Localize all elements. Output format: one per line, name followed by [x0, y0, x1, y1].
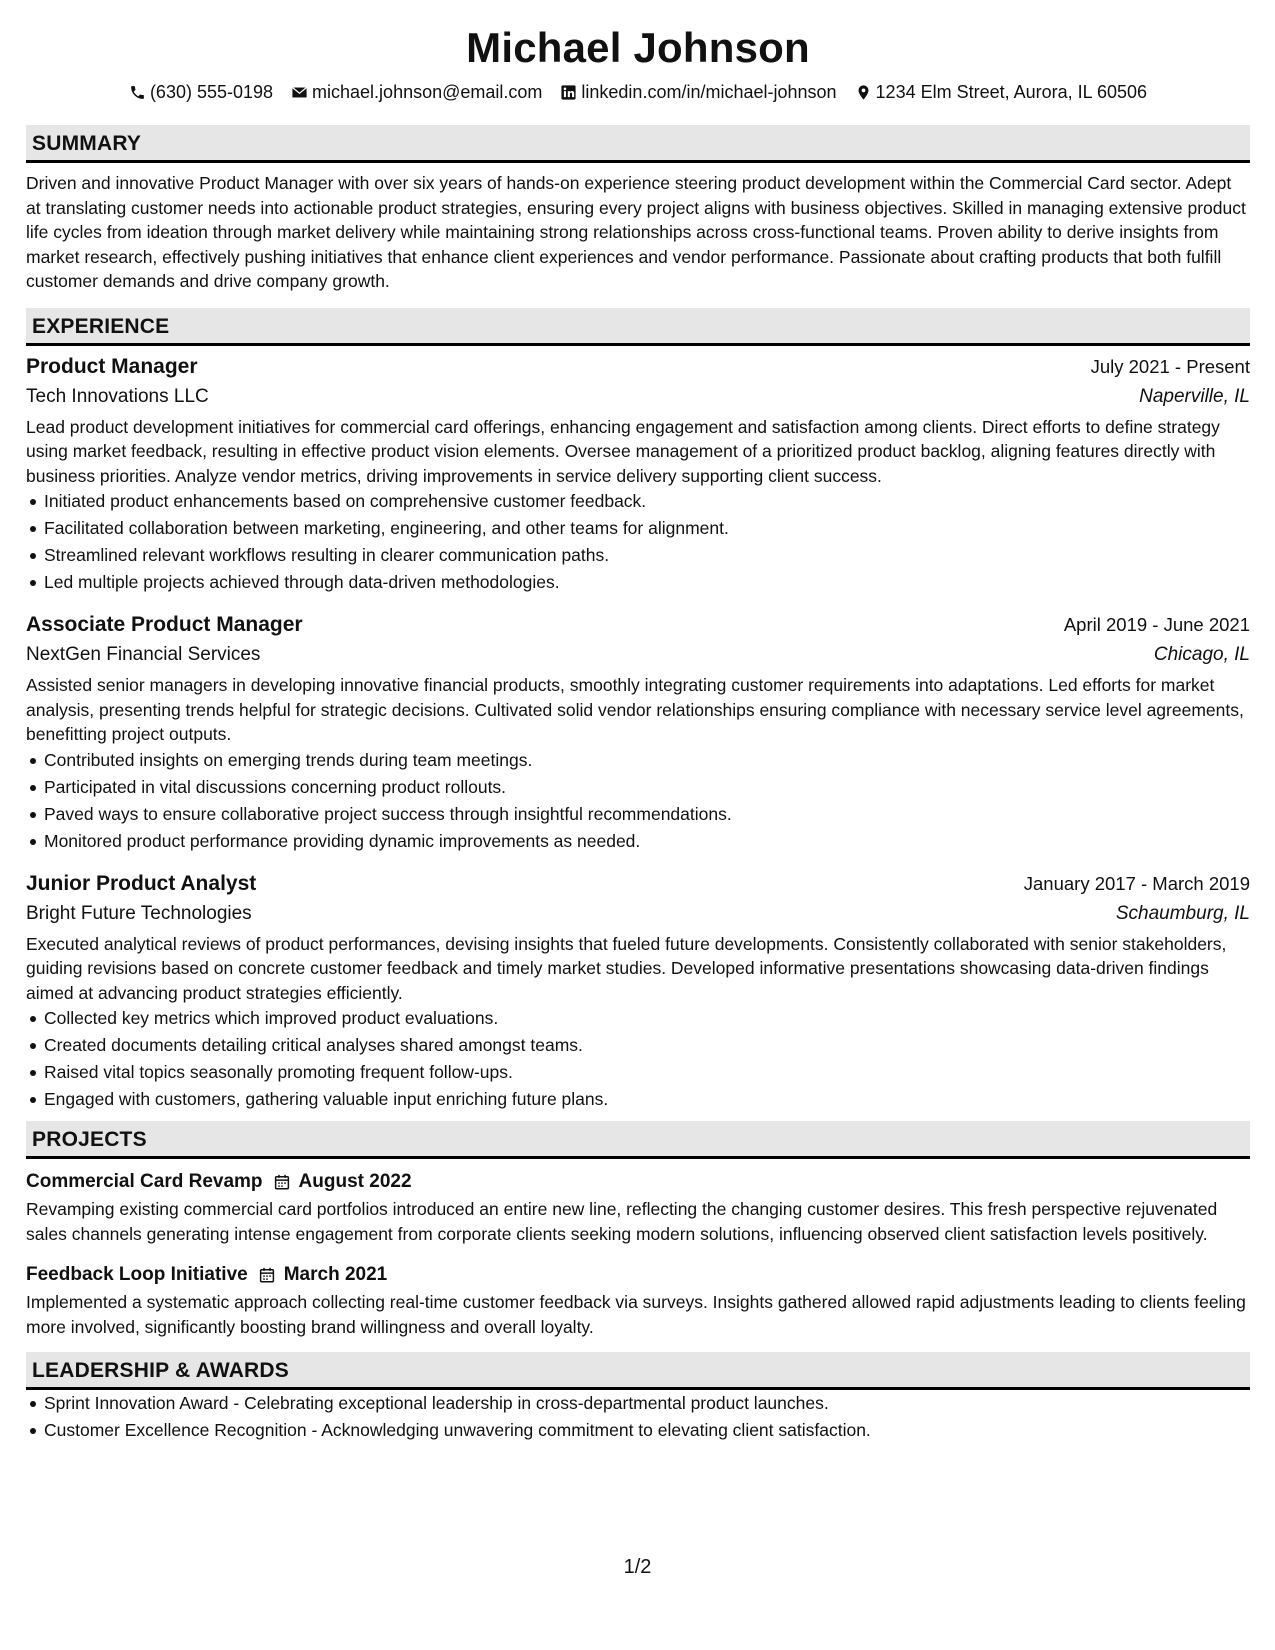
- job-description: Executed analytical reviews of product performances, devising insights that fueled future developments. Consistently collaborated with senior stakeholders, guiding revisions based on concrete customer feedback and timely market studies. Developed informative presentations showcasing data-driven findings aimed at advancing product strategies efficiently.: [26, 933, 1227, 1003]
- award-item: Sprint Innovation Award - Celebrating exceptional leadership in cross-departmental product launches.: [26, 1390, 1250, 1417]
- job-title: Associate Product Manager: [26, 613, 303, 636]
- job-bullet: Initiated product enhancements based on comprehensive customer feedback.: [26, 488, 1250, 515]
- contact-bar: [26, 80, 1250, 104]
- job-entry: [26, 610, 1250, 855]
- job-bullet: Created documents detailing critical analyses shared amongst teams.: [26, 1032, 1250, 1059]
- job-title-row: [26, 869, 1250, 899]
- project-description: Implemented a systematic approach collecting real-time customer feedback via surveys. Insights gathered allowed rapid adjustments leading to clients feeling more involved, significantly boosting brand willingness and overall loyalty.: [26, 1292, 1246, 1337]
- project-name: Feedback Loop Initiative: [26, 1264, 248, 1285]
- resume-page: [26, 20, 1250, 1444]
- page-number: 1/2: [623, 1556, 652, 1578]
- job-dates: July 2021 - Present: [1090, 355, 1250, 377]
- linkedin-link[interactable]: linkedin.com/in/michael-johnson: [581, 81, 837, 102]
- envelope-icon: [291, 84, 308, 101]
- summary-text: Driven and innovative Product Manager with over six years of hands-on experience steering product development within the Commercial Card sector. Adept at translating customer needs into actionable product strategies, ensuring every project aligns with business objectives. Skilled in managing extensive product life cycles from ideation through market delivery while maintaining strong relationships across cross-functional teams. Proven ability to derive insights from market research, effectively pushing initiatives that enhance client experiences and vendor performance. Passionate about crafting products that both fulfill customer demands and drive company growth.: [26, 173, 1246, 291]
- project-description: Revamping existing commercial card portfolios introduced an entire new line, reflecting the changing customer desires. This fresh perspective rejuvenated sales channels generating intense engagement from corporate clients seeking modern solutions, influencing observed client satisfaction levels positively.: [26, 1199, 1218, 1244]
- job-bullet-list: [26, 747, 1250, 855]
- contact-address: [855, 82, 1148, 103]
- project-entry: [26, 1167, 1250, 1246]
- contact-phone: [129, 82, 273, 103]
- section-header-summary: SUMMARY: [26, 125, 1250, 163]
- project-name: Commercial Card Revamp: [26, 1171, 263, 1192]
- awards-list: [26, 1390, 1250, 1444]
- calendar-icon: [273, 1173, 291, 1191]
- job-title: Product Manager: [26, 354, 198, 378]
- job-company: Bright Future Technologies: [26, 902, 252, 924]
- job-bullet: Led multiple projects achieved through data-driven methodologies.: [26, 569, 1250, 596]
- job-bullet: Contributed insights on emerging trends during team meetings.: [26, 747, 1250, 774]
- project-header: [26, 1167, 1250, 1197]
- job-location: Chicago, IL: [1153, 644, 1250, 665]
- job-location: Schaumburg, IL: [1115, 902, 1250, 924]
- job-title-row: [26, 610, 1250, 640]
- linkedin-icon: [560, 84, 577, 101]
- address-text: 1234 Elm Street, Aurora, IL 60506: [875, 81, 1148, 102]
- job-bullet: Facilitated collaboration between marketing, engineering, and other teams for alignment.: [26, 515, 1250, 542]
- contact-email[interactable]: [291, 82, 542, 103]
- project-date-text: March 2021: [283, 1264, 388, 1285]
- contact-linkedin[interactable]: [560, 82, 836, 103]
- job-bullet-list: [26, 1005, 1250, 1113]
- project-date-text: August 2022: [298, 1171, 412, 1192]
- job-bullet: Participated in vital discussions concerning product rollouts.: [26, 774, 1250, 801]
- job-company: Tech Innovations LLC: [26, 385, 209, 407]
- section-header-projects: PROJECTS: [26, 1121, 1250, 1159]
- job-description: Assisted senior managers in developing innovative financial products, smoothly integrating customer requirements into adaptations. Led efforts for market analysis, presenting trends helpful for strategic decisions. Cultivated solid vendor relationships ensuring compliance with necessary service level agreements, benefitting project outputs.: [26, 675, 1244, 744]
- map-marker-icon: [855, 84, 872, 101]
- calendar-icon: [258, 1266, 276, 1284]
- job-company-row: [26, 899, 1250, 929]
- email-link[interactable]: michael.johnson@email.com: [312, 81, 543, 102]
- section-header-experience: EXPERIENCE: [26, 308, 1250, 346]
- job-entry: [26, 352, 1250, 597]
- job-company-row: [26, 640, 1250, 670]
- job-bullet-list: [26, 488, 1250, 596]
- job-title: Junior Product Analyst: [26, 871, 257, 895]
- project-date: [273, 1167, 412, 1197]
- job-dates: April 2019 - June 2021: [1063, 614, 1250, 635]
- candidate-name: Michael Johnson: [466, 24, 810, 71]
- job-entry: [26, 869, 1250, 1114]
- award-item: Customer Excellence Recognition - Acknowledging unwavering commitment to elevating client satisfaction.: [26, 1417, 1250, 1444]
- section-header-leadership-awards: LEADERSHIP & AWARDS: [26, 1352, 1250, 1390]
- phone-text: (630) 555-0198: [149, 81, 274, 102]
- job-bullet: Paved ways to ensure collaborative project success through insightful recommendations.: [26, 801, 1250, 828]
- job-bullet: Engaged with customers, gathering valuable input enriching future plans.: [26, 1086, 1250, 1113]
- job-bullet: Streamlined relevant workflows resulting in clearer communication paths.: [26, 542, 1250, 569]
- job-bullet: Raised vital topics seasonally promoting frequent follow-ups.: [26, 1059, 1250, 1086]
- phone-icon: [129, 84, 146, 101]
- job-bullet: Monitored product performance providing dynamic improvements as needed.: [26, 828, 1250, 855]
- job-location: Naperville, IL: [1139, 385, 1250, 407]
- project-date: [258, 1260, 388, 1290]
- job-company-row: [26, 382, 1250, 412]
- job-description: Lead product development initiatives for commercial card offerings, enhancing engagement and satisfaction among clients. Direct efforts to define strategy using market feedback, resulting in effective product vision elements. Oversee management of a prioritized product backlog, aligning features directly with business priorities. Analyze vendor metrics, driving improvements in service delivery supporting client success.: [26, 416, 1220, 486]
- job-title-row: [26, 352, 1250, 382]
- job-bullet: Collected key metrics which improved product evaluations.: [26, 1005, 1250, 1032]
- project-entry: [26, 1260, 1250, 1339]
- project-header: [26, 1260, 1250, 1290]
- job-company: NextGen Financial Services: [26, 644, 261, 665]
- job-dates: January 2017 - March 2019: [1023, 872, 1250, 894]
